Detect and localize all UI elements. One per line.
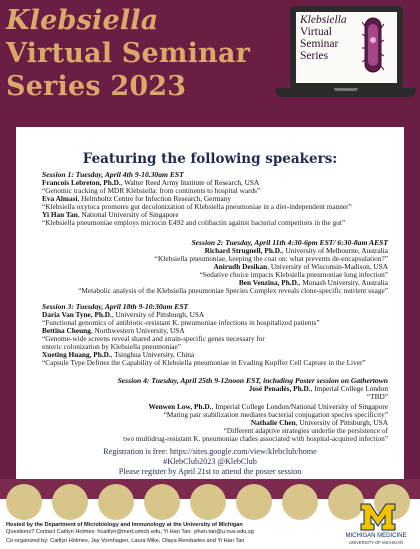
speaker-name: Eva Almasi	[42, 194, 78, 203]
session-2-title: Session 2: Tuesday, April 11th 4:30-6pm EST/ 6:30-8am AEST	[191, 238, 388, 247]
contact-line: Questions? Contact Caitlyn Holmes: hcaitlyn@med.umich.edu, Yi Han Tan: yihan.tan@u.nus.edu.sg	[6, 529, 254, 535]
speaker-name: Nathalie Chen	[250, 418, 296, 427]
speaker-name: Francois Lebreton, Ph.D.	[42, 178, 121, 187]
speaker-name: Anirudh Desikan	[213, 262, 268, 271]
speaker-name: Ben Venzina, Ph.D.	[238, 278, 299, 287]
logo-line-2: Virtual	[300, 26, 332, 38]
speakers-card	[16, 127, 404, 479]
talk-title: “Genomic tracking of MDR Klebsiella: from continents to hospital wards”	[42, 186, 261, 195]
talk-title-cont: two multidrug-resistant K. pneumoniae clades associated with hospital-acquired infection”	[123, 434, 388, 443]
talk-title: “Genome-wide screens reveal shared and strain-specific genes necessary for	[42, 334, 265, 343]
logo-text	[300, 14, 366, 62]
decorative-circle	[190, 484, 226, 520]
um-line-1: MICHIGAN MEDICINE	[345, 533, 407, 539]
decorative-circle	[52, 484, 88, 520]
decorative-circle	[6, 484, 42, 520]
talk-title: “Mating pair stabilization mediates bacterial conjugation species specificity”	[163, 410, 388, 419]
speaker-name: Daria Van Tyne, Ph.D.	[42, 310, 112, 319]
speaker-name: Wenwen Low, Ph.D.	[148, 402, 212, 411]
poster-registration-note: Please register by April 21st to attend the poster session	[118, 467, 302, 476]
speaker-name: Richard Strugnell, Ph.D.	[204, 246, 282, 255]
session-4-title: Session 4: Tuesday, April 25th 9-12noon EST, including Poster session on Gathertown	[117, 376, 388, 385]
speaker-affiliation: , Tsinghua University, China	[110, 350, 195, 359]
talk-title: “Klebsiella oxytoca promotes gut decolonization of Klebsiella pneumoniae in a diet-independent manner”	[42, 202, 352, 211]
session-1-title: Session 1: Tuesday, April 4th 9-10.30am EST	[42, 170, 184, 179]
logo-line-1: Klebsiella	[300, 14, 347, 26]
social-tags: #KlebClub2023 @KlebClub	[163, 457, 257, 466]
speaker-name: Xueting Huang, Ph.D.	[42, 350, 111, 359]
speakers-heading: Featuring the following speakers:	[82, 151, 338, 167]
um-line-2: UNIVERSITY OF MICHIGAN	[348, 539, 404, 545]
decorative-circle	[144, 484, 180, 520]
talk-title: “Klebsiella pneumoniae employs microcin E492 and colibactin against bacterial competitors in the gut”	[42, 218, 346, 227]
talk-title: “Metabolic analysis of the Klebsiella pneumoniae Species Complex reveals clone-specific nutrient usage”	[78, 286, 388, 295]
decorative-circle	[282, 484, 318, 520]
talk-title: “Different adaptive strategies underlie the persistence of	[223, 426, 388, 435]
session-3-title: Session 3: Tuesday, April 18th 9-10:30am EST	[42, 302, 189, 311]
speaker-affiliation: , National University of Singapore	[77, 210, 179, 219]
talk-title: “Capsule Type Defines the Capability of Klebsiella pneumoniae in Evading Kupffer Cell Capture in the Liver”	[42, 358, 366, 367]
speaker-affiliation: , University of Pittsburgh, USA	[111, 310, 205, 319]
speaker-affiliation: , Helmholtz Centre for Infection Research, Germany	[77, 194, 232, 203]
decorative-circle	[328, 484, 364, 520]
speaker-affiliation: , University of Wisconsin-Madison, USA	[267, 262, 388, 271]
laptop-notch	[334, 88, 358, 91]
host-line: Hosted by the Department of Microbiology and Immunology at the University of Michigan	[6, 522, 243, 528]
organizers-line: Co-organized by: Caitlyn Holmes, Jay Vornhagen, Laura Mike, Olaya Rendueles and Yi Han Tan	[6, 538, 245, 544]
bacterium-icon	[362, 16, 384, 74]
speaker-affiliation: , University of Melbourne, Australia	[281, 246, 388, 255]
speaker-affiliation: , Northwestern University, USA	[90, 326, 185, 335]
speaker-name: Bettina Cheung	[42, 326, 91, 335]
title-line-3: Series 2023	[6, 71, 187, 102]
poster-title	[6, 4, 276, 103]
logo-line-4: Series	[300, 50, 329, 62]
decorative-circle	[236, 484, 272, 520]
registration-link[interactable]: Registration is free: https://sites.google.com/view/klebclub/home	[103, 447, 317, 456]
speaker-name: Yi Han Tan	[42, 210, 78, 219]
decorative-circle	[98, 484, 134, 520]
title-line-1: Klebsiella	[6, 5, 159, 36]
speaker-affiliation: , Walter Reed Army Institute of Research, USA	[120, 178, 260, 187]
speaker-affiliation: , Monash University, Australia	[298, 278, 388, 287]
talk-title: “Klebsiella pneumoniae, keeping the coat on: what prevents de-encapsulation?”	[154, 254, 388, 263]
michigan-medicine-wordmark	[336, 533, 416, 546]
speaker-name: José Penadés, Ph.D.	[248, 384, 311, 393]
talk-title: “TBD”	[366, 392, 388, 401]
michigan-m-logo-icon	[360, 502, 396, 532]
speaker-affiliation: , Imperial College London	[310, 384, 388, 393]
talk-title: “Functional genomics of antibiotic-resistant K. pneumoniae infections in hospitalized patients”	[42, 318, 320, 327]
logo-line-3: Seminar	[300, 38, 339, 50]
title-line-2: Virtual Seminar	[6, 38, 251, 69]
speaker-affiliation: , Imperial College London/National University of Singapore	[211, 402, 388, 411]
talk-title: “Sedative choice impacts Klebsiella pneumoniae lung infection”	[199, 270, 388, 279]
speaker-affiliation: , University of Pittsburgh, USA	[295, 418, 388, 427]
talk-title-cont: enteric colonization by Klebsiella pneumoniae”	[42, 342, 181, 351]
